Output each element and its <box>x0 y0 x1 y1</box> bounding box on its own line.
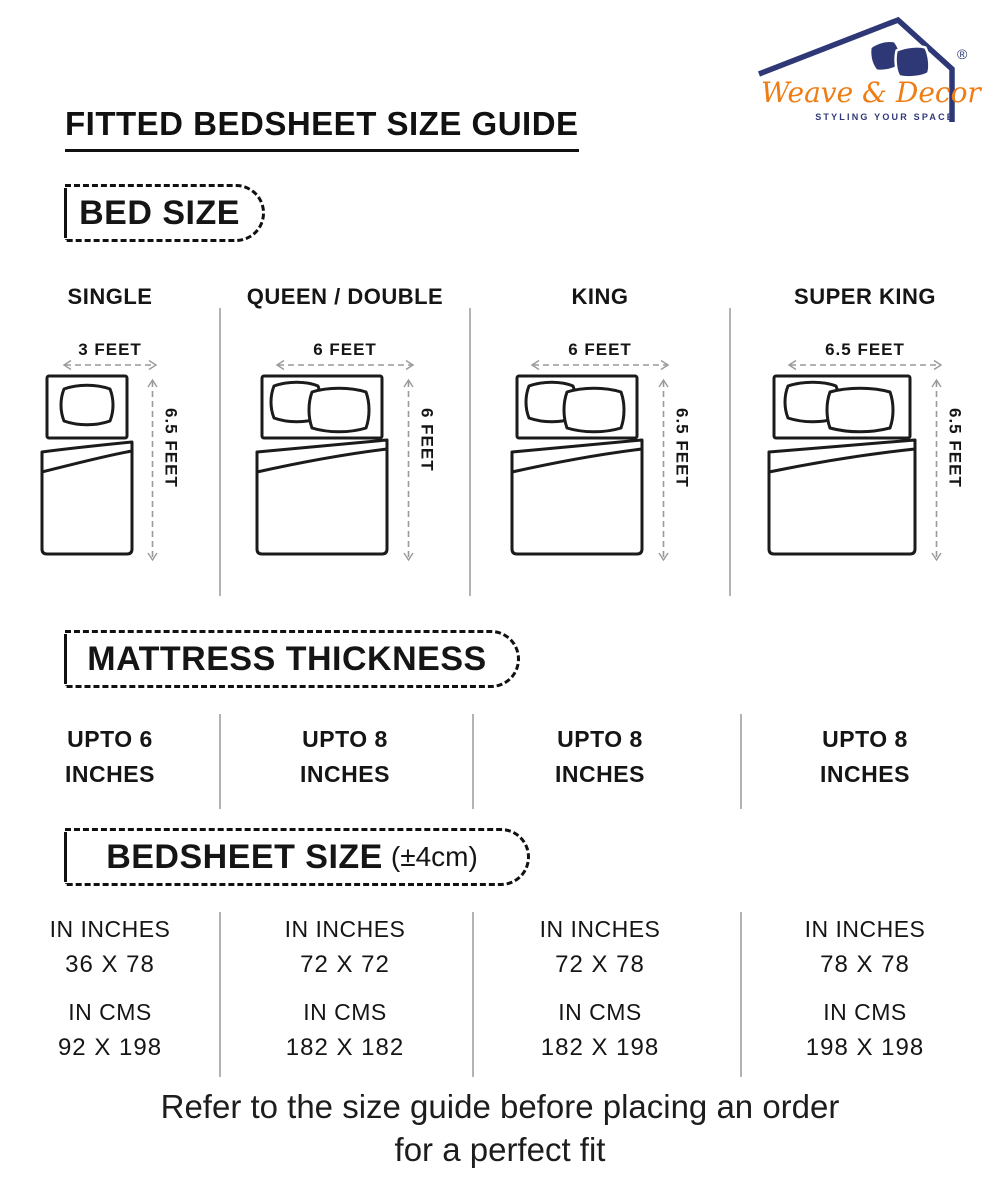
cms-label: IN CMS <box>303 999 387 1025</box>
bed-width-label: 6.5 FEET <box>825 340 905 359</box>
column-divider <box>740 912 742 1077</box>
bedsheet-size-grid <box>0 916 1000 1082</box>
column-divider <box>219 308 221 596</box>
mattress-cell-queen-double <box>220 722 470 791</box>
bed-name: QUEEN / DOUBLE <box>246 284 444 309</box>
king-bed-diagram <box>509 374 645 556</box>
width-arrow-icon <box>58 358 162 371</box>
column-divider <box>472 912 474 1077</box>
footer-note <box>0 1086 1000 1172</box>
mattress-value-line1: UPTO 8 <box>822 726 908 752</box>
brand-tagline: STYLING YOUR SPACE <box>815 112 955 122</box>
footer-line-1: Refer to the size guide before placing an order <box>160 1088 840 1125</box>
super-king-bed-diagram <box>766 374 918 556</box>
bed-size-label: BED SIZE <box>79 193 240 232</box>
mattress-cell-king <box>470 722 730 791</box>
width-arrow-icon <box>783 358 947 371</box>
mattress-cell-single <box>0 722 220 791</box>
bed-name: KING <box>571 284 629 309</box>
bed-name: SINGLE <box>67 284 153 309</box>
mattress-value-line2: INCHES <box>65 760 155 787</box>
section-mattress-thickness <box>65 630 520 688</box>
inches-value: 78 X 78 <box>820 951 910 978</box>
width-arrow-icon <box>271 358 419 371</box>
cms-label: IN CMS <box>68 999 152 1025</box>
registered-mark: ® <box>957 46 968 62</box>
inches-value: 72 X 78 <box>555 951 645 978</box>
mattress-thickness-grid <box>0 722 1000 791</box>
bed-column-king <box>470 284 730 566</box>
bedsheet-tolerance: (±4cm) <box>390 841 478 872</box>
inches-label: IN INCHES <box>539 916 661 942</box>
mattress-value-line1: UPTO 8 <box>302 726 388 752</box>
mattress-cell-super-king <box>730 722 1000 791</box>
bed-column-queen-double <box>220 284 470 566</box>
height-arrow-icon <box>402 374 415 566</box>
bed-height-label: 6.5 FEET <box>672 408 692 488</box>
column-divider <box>219 714 221 809</box>
bed-name: SUPER KING <box>794 284 936 309</box>
bed-size-grid <box>0 284 1000 566</box>
bed-height-label: 6.5 FEET <box>161 408 181 488</box>
bedsheet-size-label: BEDSHEET SIZE <box>106 837 383 876</box>
section-bedsheet-size <box>65 828 530 886</box>
mattress-value-line1: UPTO 6 <box>67 726 153 752</box>
inches-value: 72 X 72 <box>300 951 390 978</box>
brand-logo <box>733 8 991 140</box>
bed-height-label: 6 FEET <box>417 408 437 472</box>
inches-label: IN INCHES <box>49 916 171 942</box>
section-bed-size <box>65 184 265 242</box>
bed-column-single <box>0 284 220 566</box>
inches-label: IN INCHES <box>804 916 926 942</box>
cms-value: 182 X 182 <box>285 1034 405 1061</box>
height-arrow-icon <box>930 374 943 566</box>
width-arrow-icon <box>526 358 674 371</box>
bed-column-super-king <box>730 284 1000 566</box>
bed-height-label: 6.5 FEET <box>945 408 965 488</box>
queen-bed-diagram <box>254 374 390 556</box>
sheet-cell-super-king <box>730 916 1000 1082</box>
column-divider <box>472 714 474 809</box>
inches-label: IN INCHES <box>284 916 406 942</box>
sheet-cell-queen-double <box>220 916 470 1082</box>
height-arrow-icon <box>657 374 670 566</box>
brand-name: Weave & Decor <box>761 76 981 109</box>
footer-line-2: for a perfect fit <box>394 1130 606 1168</box>
column-divider <box>740 714 742 809</box>
sheet-cell-king <box>470 916 730 1082</box>
cms-value: 182 X 198 <box>540 1034 660 1061</box>
mattress-value-line2: INCHES <box>300 760 390 787</box>
cms-label: IN CMS <box>823 999 907 1025</box>
bed-width-label: 3 FEET <box>78 340 142 359</box>
height-arrow-icon <box>146 374 159 566</box>
page-title: FITTED BEDSHEET SIZE GUIDE <box>65 105 579 152</box>
bed-width-label: 6 FEET <box>568 340 632 359</box>
bed-width-label: 6 FEET <box>313 340 377 359</box>
column-divider <box>729 308 731 596</box>
logo-pillows-icon <box>869 40 931 79</box>
cms-label: IN CMS <box>558 999 642 1025</box>
mattress-value-line1: UPTO 8 <box>557 726 643 752</box>
single-bed-diagram <box>40 374 134 556</box>
cms-value: 92 X 198 <box>57 1034 163 1061</box>
mattress-thickness-label: MATTRESS THICKNESS <box>87 639 487 678</box>
cms-value: 198 X 198 <box>805 1034 925 1061</box>
mattress-value-line2: INCHES <box>820 760 910 787</box>
inches-value: 36 X 78 <box>65 951 155 978</box>
sheet-cell-single <box>0 916 220 1082</box>
mattress-value-line2: INCHES <box>555 760 645 787</box>
column-divider <box>469 308 471 596</box>
column-divider <box>219 912 221 1077</box>
